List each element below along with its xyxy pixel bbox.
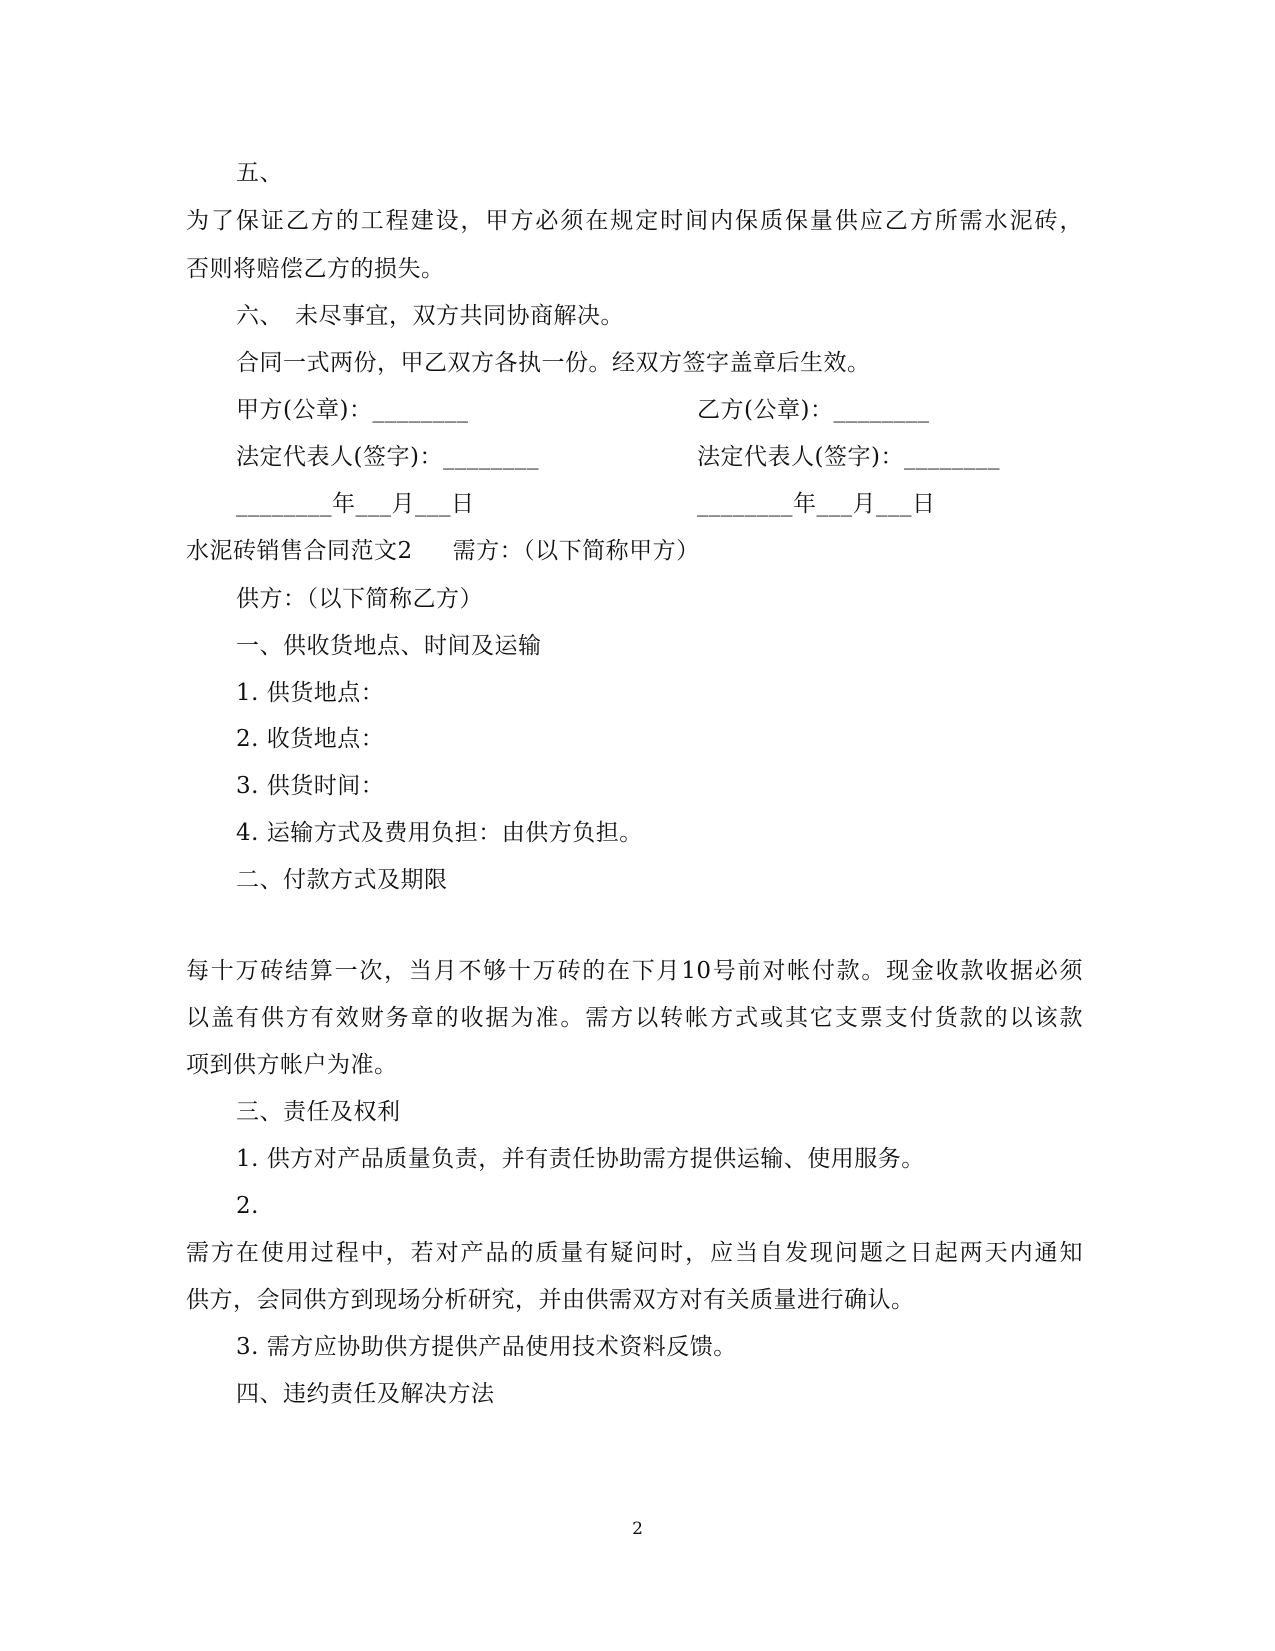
supplier-label: 供方：（以下简称乙方） [236, 586, 483, 612]
paragraph-line: 否则将赔偿乙方的损失。 [186, 256, 445, 282]
contract-title-line [186, 536, 700, 566]
paragraph-line: 项到供方帐户为准。 [186, 1052, 398, 1078]
party-b-date-field: ________年___月___日 [697, 491, 936, 517]
contract-title: 水泥砖销售合同范文2 [186, 538, 413, 564]
paragraph-line: 需方在使用过程中，若对产品的质量有疑问时，应当自发现问题之日起两天内通知 [186, 1240, 1083, 1266]
party-b-seal-field: 乙方(公章)：________ [697, 397, 930, 423]
section-heading: 二、付款方式及期限 [236, 867, 448, 893]
page-number: 2 [632, 1519, 643, 1539]
party-a-seal-field: 甲方(公章)：________ [236, 397, 469, 423]
section-six-text: 六、 未尽事宜，双方共同协商解决。 [236, 303, 624, 329]
party-a-date-field: ________年___月___日 [236, 491, 475, 517]
list-item: 3. 需方应协助供方提供产品使用技术资料反馈。 [236, 1334, 737, 1360]
section-heading: 一、供收货地点、时间及运输 [236, 633, 542, 659]
list-item: 3. 供货时间： [236, 773, 385, 799]
party-a-representative-field: 法定代表人(签字)：________ [236, 444, 539, 470]
list-item: 2. [236, 1193, 259, 1219]
section-heading: 四、违约责任及解决方法 [236, 1381, 495, 1407]
list-item: 4. 运输方式及费用负担：由供方负担。 [236, 820, 643, 846]
paragraph-line: 为了保证乙方的工程建设，甲方必须在规定时间内保质保量供应乙方所需水泥砖， [186, 208, 1083, 234]
list-item: 1. 供方对产品质量负责，并有责任协助需方提供运输、使用服务。 [236, 1146, 925, 1172]
section-heading: 三、责任及权利 [236, 1099, 401, 1125]
paragraph-line: 合同一式两份，甲乙双方各执一份。经双方签字盖章后生效。 [236, 350, 871, 376]
list-item: 1. 供货地点： [236, 680, 385, 706]
buyer-label: 需方：（以下简称甲方） [452, 538, 700, 564]
paragraph-line: 以盖有供方有效财务章的收据为准。需方以转帐方式或其它支票支付货款的以该款 [186, 1005, 1083, 1031]
party-b-representative-field: 法定代表人(签字)：________ [697, 444, 1000, 470]
section-five-heading: 五、 [236, 160, 283, 186]
paragraph-line: 每十万砖结算一次，当月不够十万砖的在下月10号前对帐付款。现金收款收据必须 [186, 958, 1083, 984]
list-item: 2. 收货地点： [236, 726, 385, 752]
paragraph-line: 供方，会同供方到现场分析研究，并由供需双方对有关质量进行确认。 [186, 1287, 915, 1313]
